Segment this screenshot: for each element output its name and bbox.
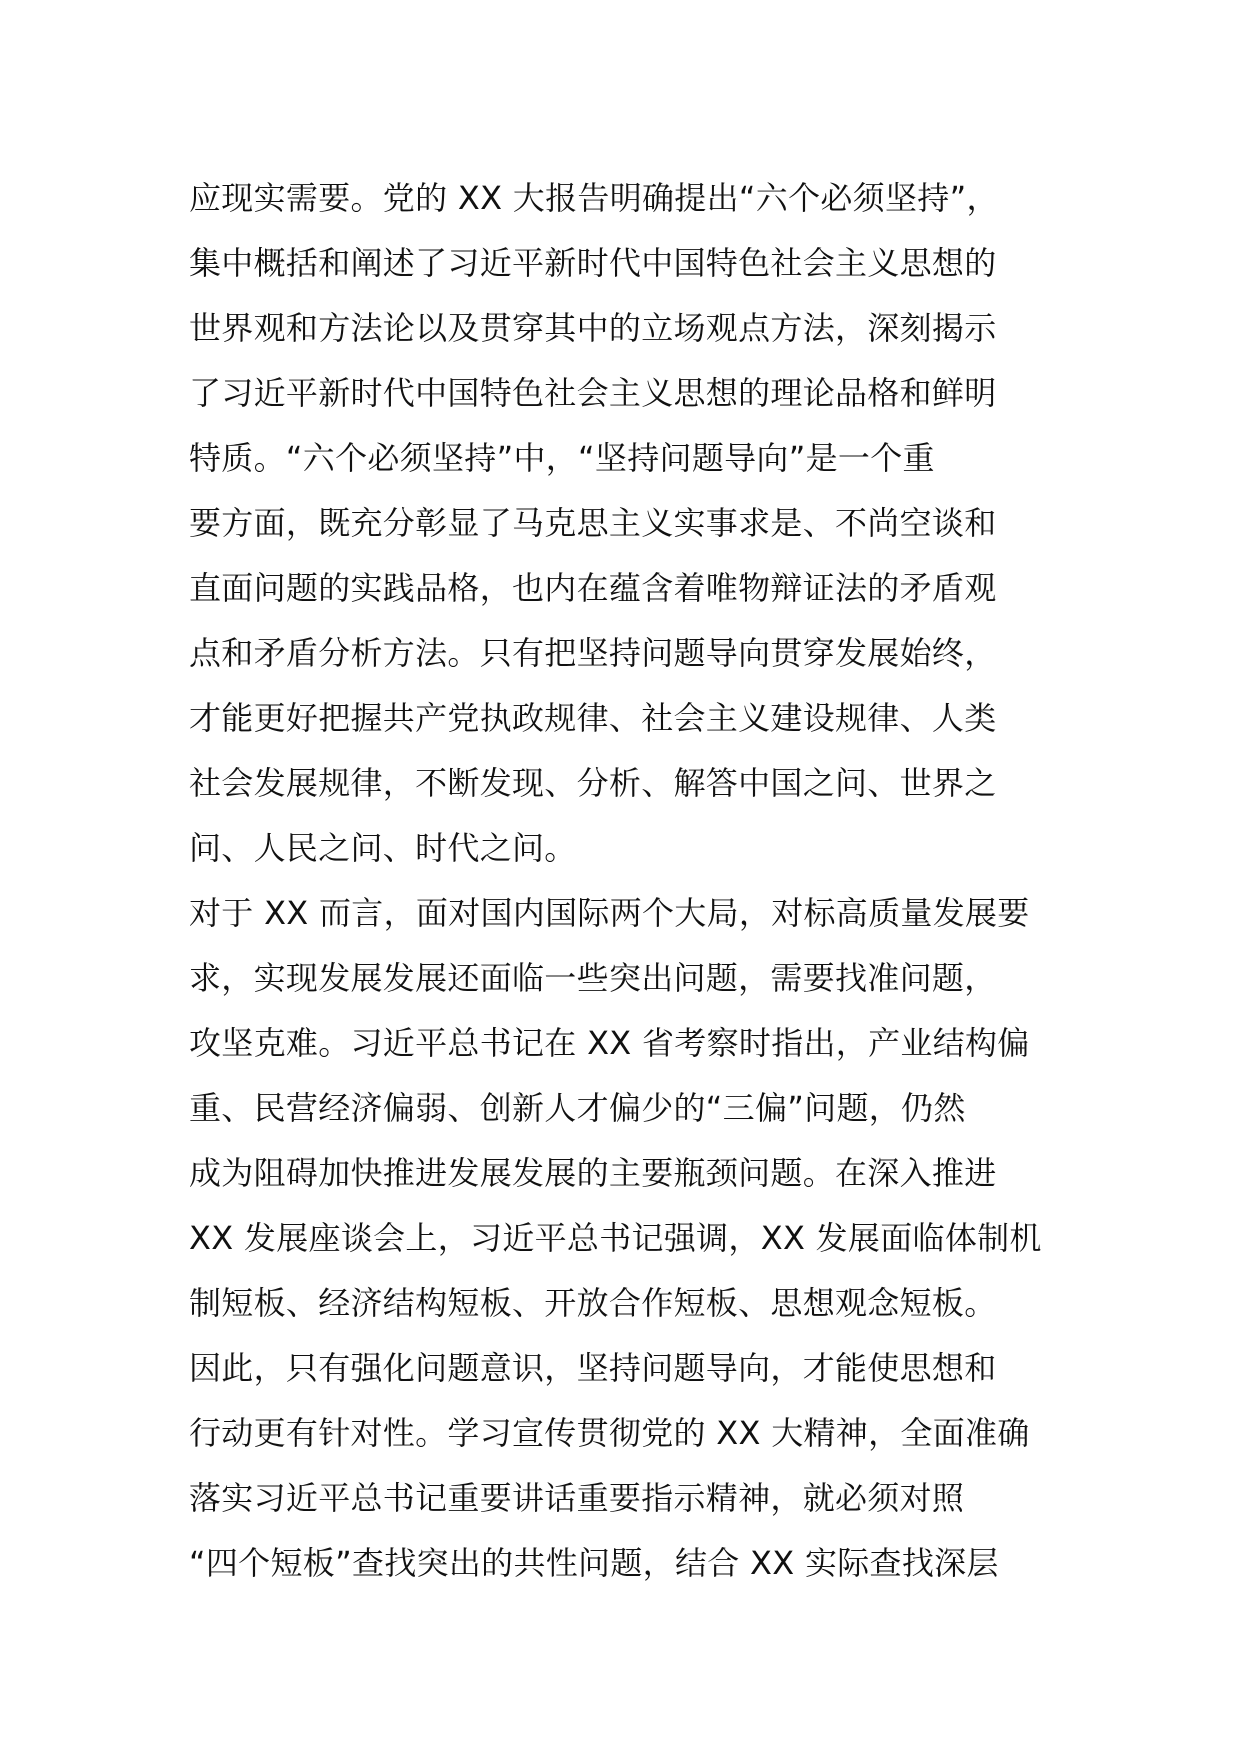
text-line: 问、人民之问、时代之问。 bbox=[189, 829, 577, 867]
text-line: 了习近平新时代中国特色社会主义思想的理论品格和鲜明 bbox=[189, 374, 997, 412]
text-line: “四个短板”查找突出的共性问题，结合 XX 实际查找深层 bbox=[189, 1544, 999, 1582]
text-line: 成为阻碍加快推进发展发展的主要瓶颈问题。在深入推进 bbox=[189, 1154, 997, 1192]
text-line: 求，实现发展发展还面临一些突出问题，需要找准问题， bbox=[189, 959, 997, 997]
text-line: 社会发展规律，不断发现、分析、解答中国之问、世界之 bbox=[189, 764, 997, 802]
text-line: 直面问题的实践品格，也内在蕴含着唯物辩证法的矛盾观 bbox=[189, 569, 997, 607]
text-line: 重、民营经济偏弱、创新人才偏少的“三偏”问题，仍然 bbox=[189, 1089, 966, 1127]
text-line: 落实习近平总书记重要讲话重要指示精神，就必须对照 bbox=[189, 1479, 965, 1517]
text-line: 才能更好把握共产党执政规律、社会主义建设规律、人类 bbox=[189, 699, 997, 737]
text-line: XX 发展座谈会上，习近平总书记强调，XX 发展面临体制机 bbox=[189, 1219, 1042, 1257]
text-line: 点和矛盾分析方法。只有把坚持问题导向贯穿发展始终， bbox=[189, 634, 997, 672]
text-line: 行动更有针对性。学习宣传贯彻党的 XX 大精神，全面准确 bbox=[189, 1414, 1030, 1452]
body-text bbox=[189, 166, 1069, 1596]
text-line: 因此，只有强化问题意识，坚持问题导向，才能使思想和 bbox=[189, 1349, 997, 1387]
text-line: 对于 XX 而言，面对国内国际两个大局，对标高质量发展要 bbox=[189, 894, 1030, 932]
text-line: 应现实需要。党的 XX 大报告明确提出“六个必须坚持”， bbox=[189, 179, 999, 217]
text-line: 攻坚克难。习近平总书记在 XX 省考察时指出，产业结构偏 bbox=[189, 1024, 1030, 1062]
text-line: 世界观和方法论以及贯穿其中的立场观点方法，深刻揭示 bbox=[189, 309, 997, 347]
text-line: 特质。“六个必须坚持”中，“坚持问题导向”是一个重 bbox=[189, 439, 935, 477]
text-line: 集中概括和阐述了习近平新时代中国特色社会主义思想的 bbox=[189, 244, 997, 282]
text-line: 制短板、经济结构短板、开放合作短板、思想观念短板。 bbox=[189, 1284, 997, 1322]
text-line: 要方面，既充分彰显了马克思主义实事求是、不尚空谈和 bbox=[189, 504, 997, 542]
